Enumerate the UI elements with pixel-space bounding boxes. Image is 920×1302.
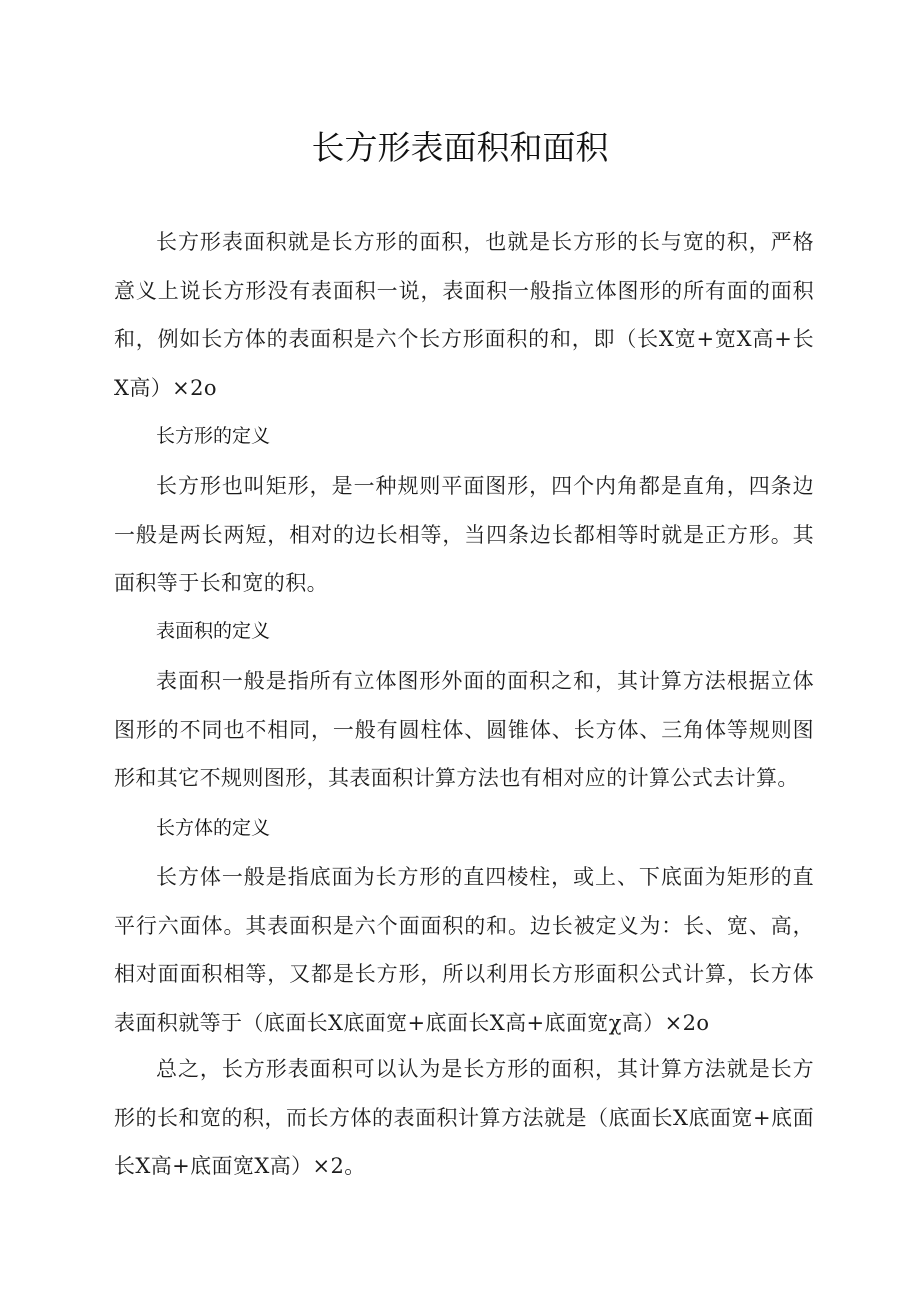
paragraph-cuboid-definition: 长方体一般是指底面为长方形的直四棱柱，或上、下底面为矩形的直平行六面体。其表面积是六个面面积的和。边长被定义为：长、宽、高，相对面面积相等，又都是长方形，所以利用长方形面积公式计算，长方体表面积就等于（底面长X底面宽+底面长X高+底面宽χ高）×2o [114, 865, 814, 1035]
document-title: 长方形表面积和面积 [311, 128, 609, 167]
section-heading-cuboid-definition: 长方体的定义 [156, 817, 271, 839]
paragraph-conclusion: 总之，长方形表面积可以认为是长方形的面积，其计算方法就是长方形的长和宽的积，而长方体的表面积计算方法就是（底面长X底面宽+底面长X高+底面宽X高）×2。 [114, 1057, 814, 1178]
section-heading-surface-area-definition: 表面积的定义 [156, 620, 271, 642]
paragraph-surface-area-definition: 表面积一般是指所有立体图形外面的面积之和，其计算方法根据立体图形的不同也不相同，一般有圆柱体、圆锥体、长方体、三角体等规则图形和其它不规则图形，其表面积计算方法也有相对应的计算公式去计算。 [114, 669, 814, 790]
paragraph-intro: 长方形表面积就是长方形的面积，也就是长方形的长与宽的积，严格意义上说长方形没有表面积一说，表面积一般指立体图形的所有面的面积和，例如长方体的表面积是六个长方形面积的和，即（长X宽+宽X高+长X高）×2o [114, 230, 814, 400]
section-heading-rectangle-definition: 长方形的定义 [156, 425, 271, 447]
paragraph-rectangle-definition: 长方形也叫矩形，是一种规则平面图形，四个内角都是直角，四条边一般是两长两短，相对的边长相等，当四条边长都相等时就是正方形。其面积等于长和宽的积。 [114, 474, 814, 595]
